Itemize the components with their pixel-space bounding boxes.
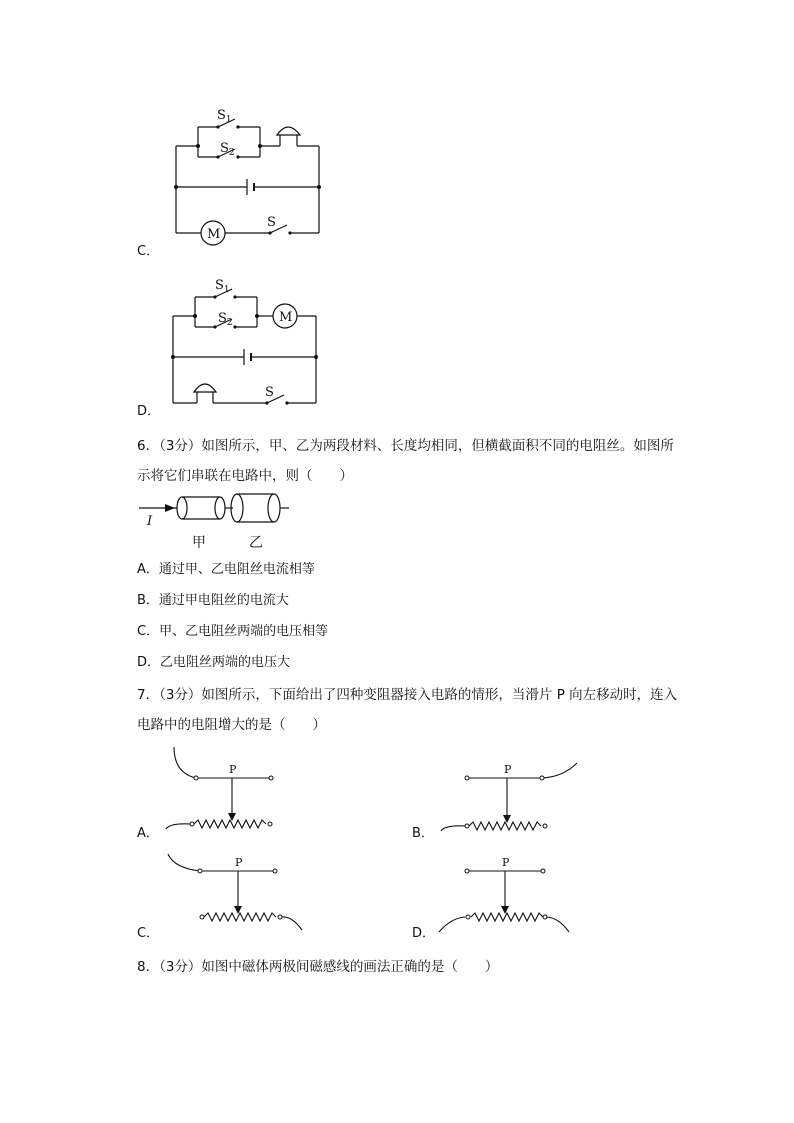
switch-s1-label: $S_1$: [215, 278, 230, 295]
slider-p-label: P: [502, 856, 510, 869]
slider-p-label: P: [235, 856, 243, 869]
question-7-line-2: 电路中的电阻增大的是（ ）: [137, 717, 326, 733]
q7-option-c: C．: [137, 926, 160, 941]
switch-s1-label: $S_1$: [217, 108, 232, 125]
motor-m-label: M: [207, 227, 221, 242]
slider-p-label: P: [229, 763, 237, 776]
motor-m-label: M: [279, 310, 293, 325]
q6-option-c: C．甲、乙电阻丝两端的电压相等: [137, 624, 329, 639]
wire-jia-label: 甲: [192, 535, 206, 551]
rheostat-diagram-c: [160, 848, 310, 938]
question-7-line-1: 7．（3分）如图所示，下面给出了四种变阻器接入电路的情形，当滑片 P 向左移动时，连入: [137, 687, 678, 703]
switch-s-label: S: [265, 385, 274, 400]
question-6-line-1: 6．（3分）如图所示，甲、乙为两段材料、长度均相同，但横截面积不同的电阻丝。如图所: [137, 438, 674, 454]
resistor-wires-diagram: [137, 490, 297, 535]
option-c-label: C．: [137, 244, 160, 259]
q6-option-b: B．通过甲电阻丝的电流大: [137, 593, 289, 608]
circuit-diagram-d: [165, 275, 335, 420]
switch-s2-label: $S_2$: [220, 141, 235, 158]
q7-option-b: B．: [412, 826, 434, 841]
current-i-label: I: [147, 514, 153, 529]
circuit-diagram-c: [165, 105, 335, 250]
slider-p-label: P: [504, 763, 512, 776]
q7-option-d: D．: [412, 926, 436, 941]
rheostat-diagram-b: [435, 755, 585, 845]
q6-option-a: A．通过甲、乙电阻丝电流相等: [137, 562, 315, 577]
question-6-line-2: 示将它们串联在电路中，则（ ）: [137, 468, 353, 484]
q6-option-d: D．乙电阻丝两端的电压大: [137, 655, 291, 670]
rheostat-diagram-d: [435, 848, 575, 938]
wire-yi-label: 乙: [249, 535, 263, 551]
switch-s-label: S: [267, 215, 276, 230]
question-8-line-1: 8．（3分）如图中磁体两极间磁感线的画法正确的是（ ）: [137, 959, 499, 975]
option-d-label: D．: [137, 404, 161, 419]
rheostat-diagram-a: [160, 745, 290, 840]
q7-option-a: A．: [137, 826, 159, 841]
switch-s2-label: $S_2$: [218, 311, 233, 328]
